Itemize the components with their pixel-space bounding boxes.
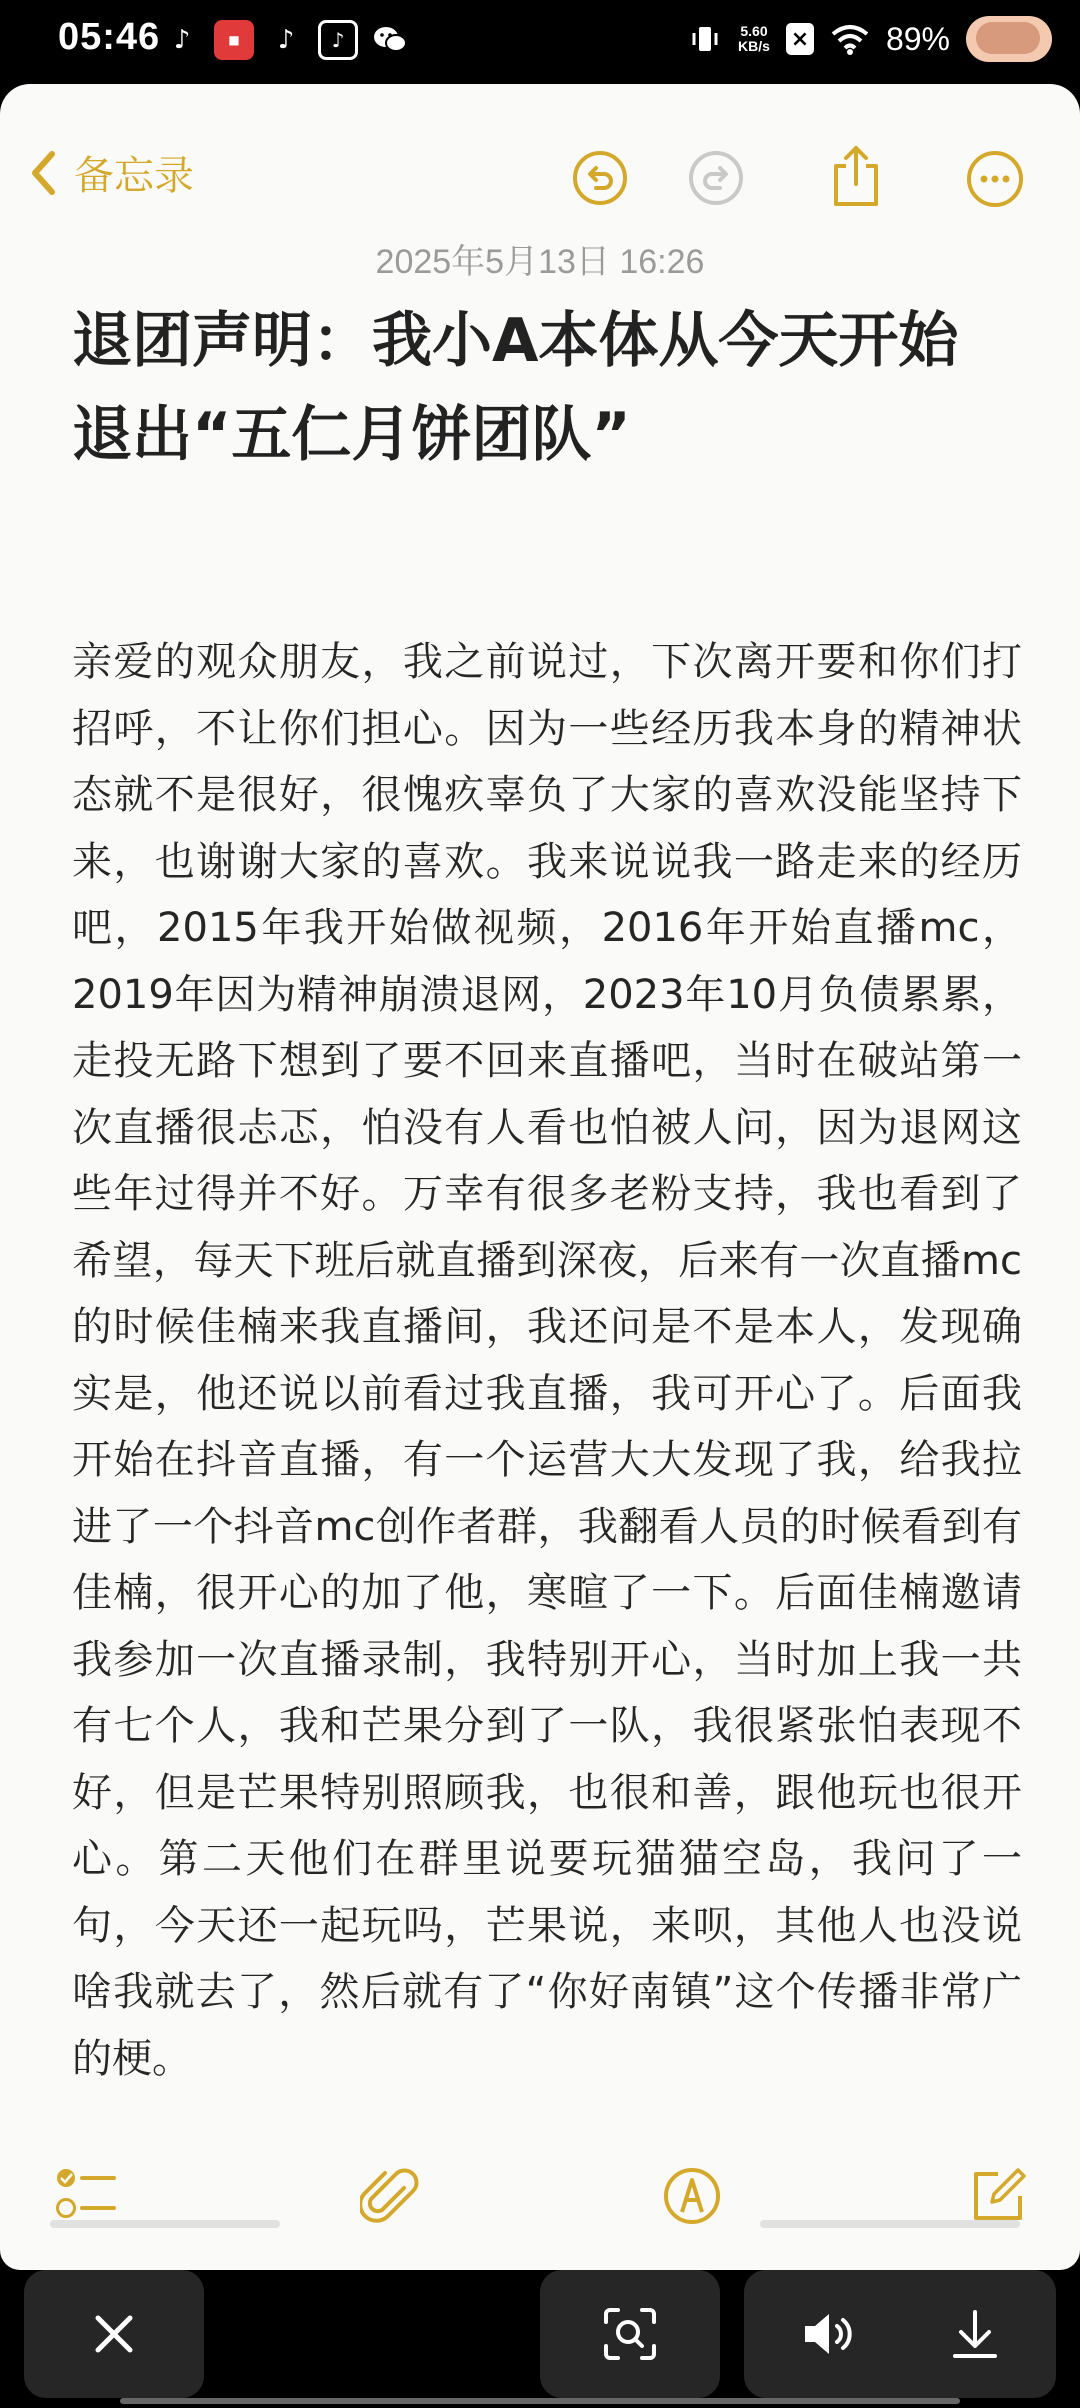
bottom-toolbar <box>0 2144 1080 2244</box>
media-actions <box>744 2270 1056 2398</box>
wechat-icon <box>370 20 410 60</box>
vibrate-icon <box>688 22 722 56</box>
more-icon[interactable] <box>966 150 1024 208</box>
back-label: 备忘录 <box>74 153 194 199</box>
home-indicator <box>120 2398 960 2404</box>
scroll-indicator <box>760 2220 1020 2228</box>
network-speed: 5.60 KB/s <box>738 23 770 54</box>
viewer-controls <box>0 2270 1080 2408</box>
x-app-icon: × <box>786 23 814 55</box>
compose-icon[interactable] <box>968 2166 1028 2226</box>
scroll-indicator <box>50 2220 280 2228</box>
undo-icon[interactable] <box>572 150 628 206</box>
note-card <box>0 84 1080 2270</box>
note-body[interactable]: 亲爱的观众朋友，我之前说过，下次离开要和你们打招呼，不让你们担心。因为一些经历我本身的精神状态就不是很好，很愧疚辜负了大家的喜欢没能坚持下来，也谢谢大家的喜欢。我来说说我一路走来的经历吧，2015年我开始做视频，2016年开始直播mc，2019年因为精神崩溃退网，2023年10月负债累累，走投无路下想到了要不回来直播吧，当时在破站第一次直播很忐忑，怕没有人看也怕被人问，因为退网这些年过得并不好。万幸有很多老粉支持，我也看到了希望，每天下班后就直播到深夜，后来有一次直播mc的时候佳楠来我直播间，我还问是不是本人，发现确实是，他还说以前看过我直播，我可开心了。后面我开始在抖音直播，有一个运营大大发现了我，给我拉进了一个抖音mc创作者群，我翻看人员的时候看到有佳楠，很开心的加了他，寒暄了一下。后面佳楠邀请我参加一次直播录制，我特别开心，当时加上我一共有七个人，我和芒果分到了一队，我很紧张怕表现不好，但是芒果特别照顾我，也很和善，跟他玩也很开心。第二天他们在群里说要玩猫猫空岛，我问了一句，今天还一起玩吗，芒果说，来呗，其他人也没说啥我就去了，然后就有了“你好南镇”这个传播非常广的梗。 <box>72 639 1022 2082</box>
close-icon <box>90 2310 138 2358</box>
paperclip-icon[interactable] <box>360 2166 420 2228</box>
speaker-icon[interactable] <box>801 2310 859 2358</box>
note-date: 2025年5月13日 16:26 <box>375 243 705 281</box>
download-icon[interactable] <box>951 2308 999 2360</box>
scan-button[interactable] <box>540 2270 720 2398</box>
note-title[interactable]: 退团声明：我小A本体从今天开始退出“五仁月饼团队” <box>72 306 959 470</box>
wifi-icon <box>830 23 870 55</box>
status-right <box>688 16 1052 62</box>
avatar <box>966 16 1052 62</box>
back-button[interactable] <box>30 144 194 201</box>
battery-level: 89% <box>885 20 950 57</box>
share-icon[interactable] <box>828 144 884 208</box>
scan-icon <box>602 2306 658 2362</box>
status-bar <box>0 0 1080 84</box>
status-time: 05:46 <box>58 16 161 58</box>
xiaohongshu-icon: ■ <box>214 20 254 60</box>
tiktok-lite-icon: ♪ <box>318 20 358 60</box>
tiktok-icon: ♪ <box>173 25 191 55</box>
close-button[interactable] <box>24 2270 204 2398</box>
back-chevron-icon <box>30 150 56 196</box>
checklist-icon[interactable] <box>56 2166 118 2222</box>
markup-icon[interactable] <box>662 2166 722 2226</box>
tiktok-icon: ♪ <box>277 25 295 55</box>
redo-icon[interactable] <box>688 150 744 206</box>
notification-icons <box>162 20 410 60</box>
